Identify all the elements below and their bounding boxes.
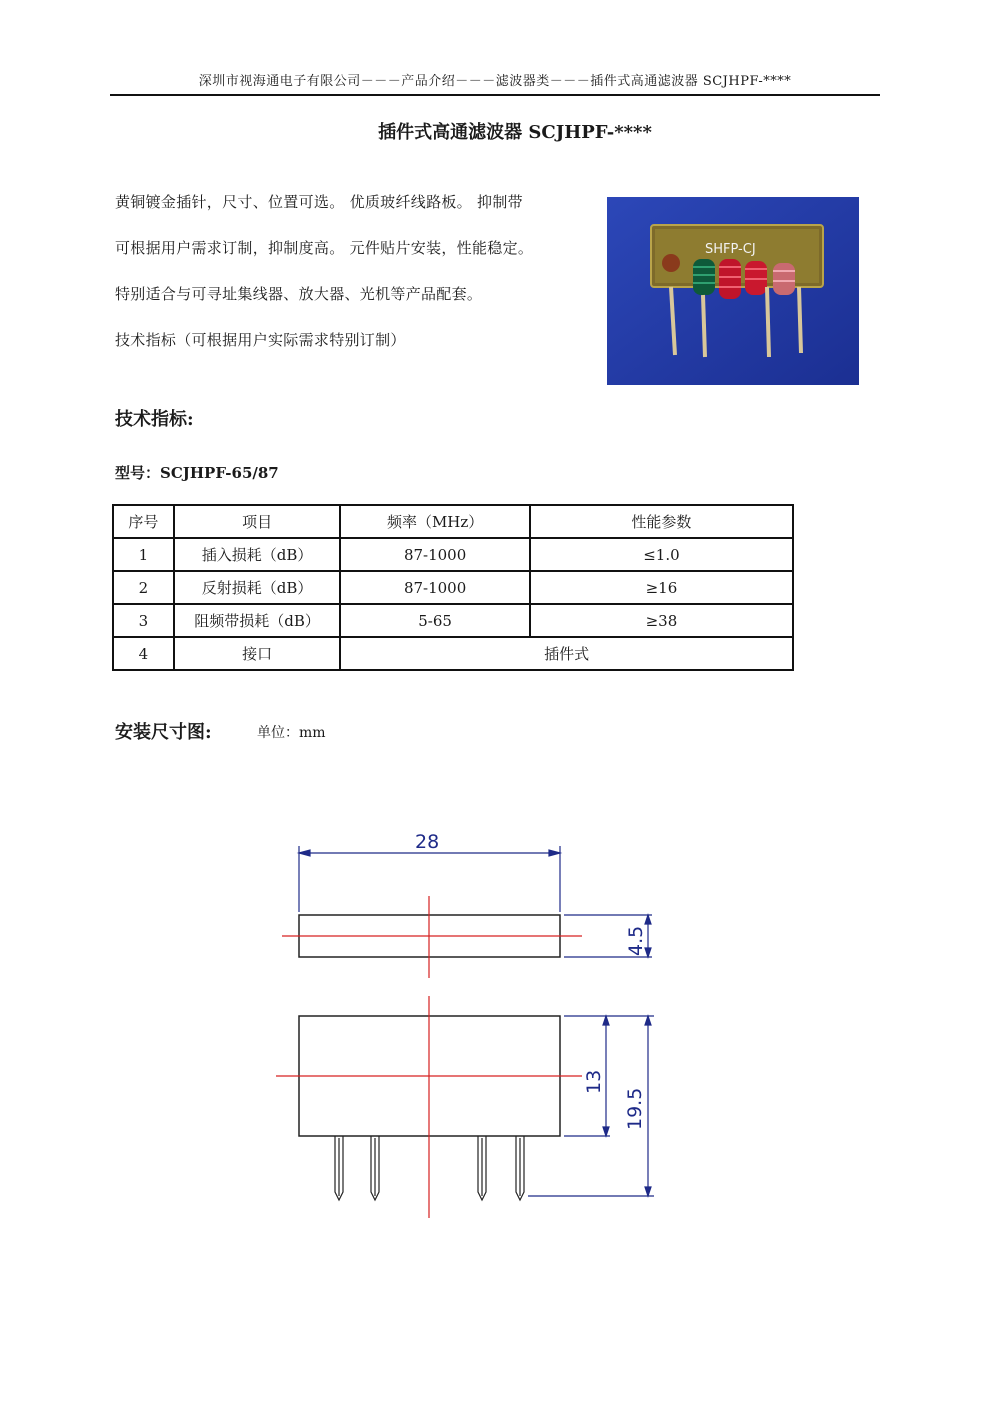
page-title: 插件式高通滤波器 SCJHPF-****: [378, 122, 652, 143]
table-cell: 5-65: [340, 604, 530, 637]
page-header: 深圳市视海通电子有限公司－－－产品介绍－－－滤波器类－－－插件式高通滤波器 SCJHPF-****: [198, 74, 792, 89]
board-label: SHFP-CJ: [705, 242, 756, 257]
intro-line: 可根据用户需求订制，抑制度高。 元件贴片安装，性能稳定。: [115, 239, 534, 257]
header-cell: 频率（MHz）: [340, 505, 530, 538]
header-cell: 性能参数: [530, 505, 793, 538]
width-label: 28: [415, 831, 440, 853]
table-row: [113, 637, 793, 670]
table-cell: ≤1.0: [530, 538, 793, 571]
product-photo: [607, 197, 859, 385]
dimension-heading: 安装尺寸图:: [115, 722, 212, 743]
header-cell: 序号: [113, 505, 174, 538]
table-cell: 87-1000: [340, 538, 530, 571]
table-cell: 阻频带损耗（dB）: [174, 604, 341, 637]
table-cell: ≥38: [530, 604, 793, 637]
table-cell: 3: [113, 604, 174, 637]
coil-pink: [773, 263, 795, 295]
intro-line: 技术指标（可根据用户实际需求特别订制）: [115, 331, 406, 349]
coil-red: [719, 259, 741, 299]
coil-green: [693, 259, 715, 295]
body-height-label: 13: [583, 1069, 605, 1094]
intro-line: 特别适合与可寻址集线器、放大器、光机等产品配套。: [115, 285, 483, 303]
spec-table: [112, 504, 794, 671]
spec-heading: 技术指标:: [115, 409, 194, 430]
top-view-centerlines: [282, 896, 582, 978]
intro-line: 黄铜镀金插针，尺寸、位置可选。 优质玻纤线路板。 抑制带: [115, 193, 523, 211]
front-view-centerlines: [276, 996, 582, 1218]
table-cell: 4: [113, 637, 174, 670]
table-cell: 插入损耗（dB）: [174, 538, 341, 571]
total-height-label: 19.5: [624, 1087, 646, 1130]
thickness-label: 4.5: [625, 925, 647, 956]
dimension-unit: 单位：mm: [257, 725, 326, 741]
header-cell: 项目: [174, 505, 341, 538]
capacitor: [662, 254, 680, 272]
table-row: [113, 571, 793, 604]
table-cell: 接口: [174, 637, 341, 670]
intro-text: [115, 188, 605, 372]
header-rule: [110, 94, 880, 96]
table-header-row: [113, 505, 793, 538]
dimension-drawing: [270, 820, 670, 1230]
table-cell: 87-1000: [340, 571, 530, 604]
model-number: 型号：SCJHPF-65/87: [115, 464, 279, 482]
table-cell: 反射损耗（dB）: [174, 571, 341, 604]
table-cell: 1: [113, 538, 174, 571]
table-cell: 插件式: [340, 637, 793, 670]
table-cell: 2: [113, 571, 174, 604]
coil-red: [745, 261, 767, 295]
table-cell: ≥16: [530, 571, 793, 604]
table-row: [113, 604, 793, 637]
table-row: [113, 538, 793, 571]
